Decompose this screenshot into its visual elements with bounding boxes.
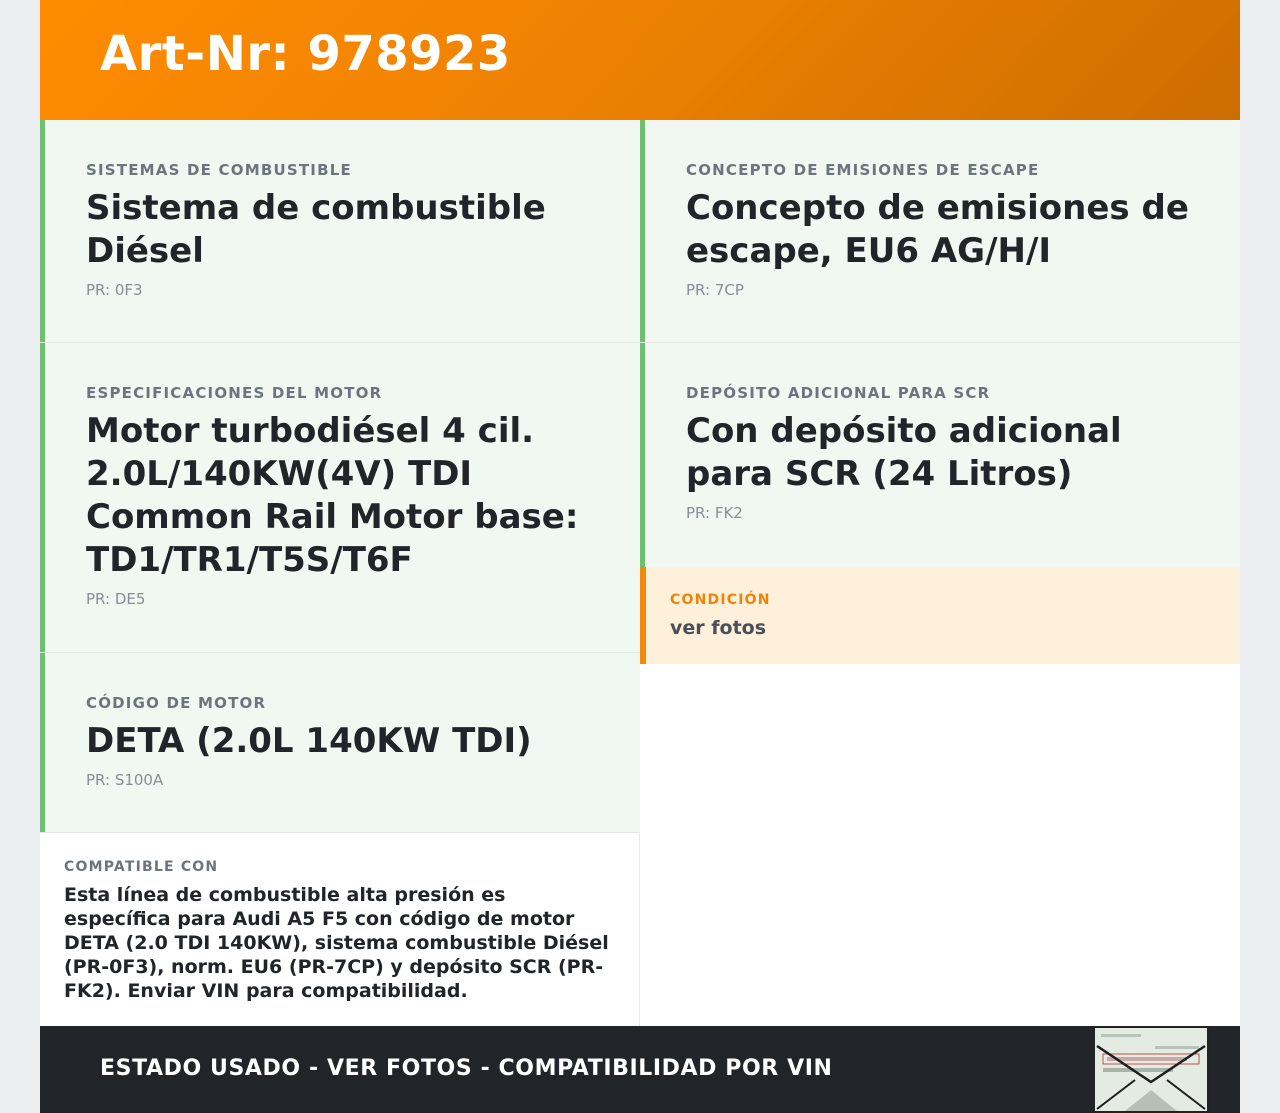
- condition-value: ver fotos: [670, 617, 767, 639]
- spec-card-engine-specs: [40, 343, 640, 652]
- spec-pr-code: PR: FK2: [686, 504, 743, 522]
- header-banner: [40, 0, 1240, 120]
- spec-card-fuel-system: [40, 120, 640, 342]
- spec-value: Sistema de combustible Diésel: [86, 188, 546, 271]
- spec-value: DETA (2.0L 140KW TDI): [86, 721, 532, 761]
- spec-pr-code: PR: 7CP: [686, 281, 744, 299]
- condition-box: [640, 567, 1240, 664]
- page-title: Art-Nr: 978923: [100, 26, 511, 82]
- spec-label: ESPECIFICACIONES DEL MOTOR: [86, 384, 383, 402]
- spec-card-emissions: [640, 120, 1240, 342]
- spec-pr-code: PR: DE5: [86, 590, 146, 608]
- spec-label: CONCEPTO DE EMISIONES DE ESCAPE: [686, 161, 1040, 179]
- spec-label: CÓDIGO DE MOTOR: [86, 694, 267, 712]
- product-sheet: [40, 0, 1240, 1113]
- compat-label: COMPATIBLE CON: [64, 859, 219, 875]
- footer-bar: [40, 1026, 1240, 1113]
- document-photo-thumbnail[interactable]: [1093, 1026, 1209, 1113]
- spec-value: Concepto de emisiones de escape, EU6 AG/H/I: [686, 188, 1189, 271]
- spec-value: Con depósito adicional para SCR (24 Litros): [686, 411, 1122, 494]
- spec-value: Motor turbodiésel 4 cil. 2.0L/140KW(4V) TDI Common Rail Motor base: TD1/TR1/T5S/T6F: [86, 411, 579, 580]
- compat-text: Esta línea de combustible alta presión es específica para Audi A5 F5 con código de motor DETA (2.0 TDI 140KW), sistema combustible Diésel (PR-0F3), norm. EU6 (PR-7CP) y depósito SCR (PR-FK2). Enviar VIN para compatibilidad.: [64, 884, 609, 1002]
- spec-card-scr-tank: [640, 343, 1240, 567]
- document-image-icon: [1095, 1028, 1207, 1111]
- spec-label: SISTEMAS DE COMBUSTIBLE: [86, 161, 352, 179]
- compatibility-section: [40, 833, 640, 1026]
- condition-label: CONDICIÓN: [670, 592, 771, 608]
- spec-pr-code: PR: S100A: [86, 771, 164, 789]
- spec-pr-code: PR: 0F3: [86, 281, 143, 299]
- footer-text: ESTADO USADO - VER FOTOS - COMPATIBILIDAD POR VIN: [100, 1056, 833, 1081]
- spec-label: DEPÓSITO ADICIONAL PARA SCR: [686, 384, 991, 402]
- spec-card-engine-code: [40, 653, 640, 832]
